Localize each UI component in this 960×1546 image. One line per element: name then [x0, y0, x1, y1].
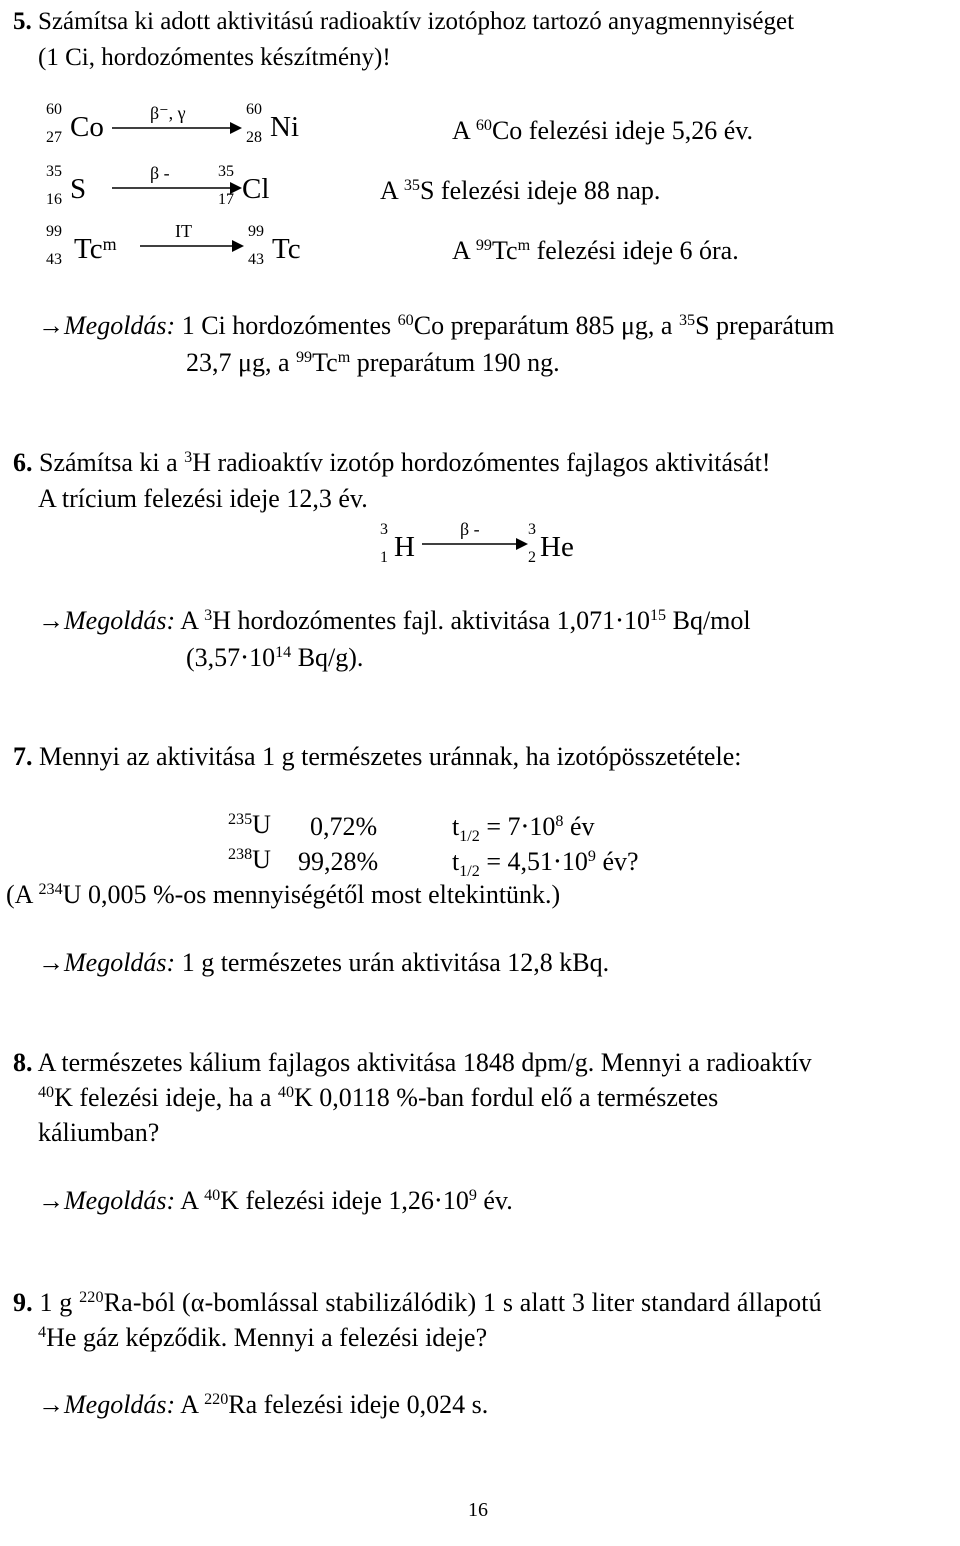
isotope-pct-235: 0,72%	[310, 812, 378, 841]
solution-7: →Megoldás: 1 g természetes urán aktivitása 12,8 kBq.	[38, 948, 610, 977]
problem-8-line-3: káliumban?	[38, 1118, 160, 1147]
solution-label: Megoldás:	[64, 1186, 176, 1215]
solution-5-line-1: →Megoldás: 1 Ci hordozómentes $^{60}$Co preparátum 885 μg, a $^{35}$S preparátum	[38, 311, 835, 340]
problem-5-text-1: Számítsa ki adott aktivitású radioaktív izotóphoz tartozó anyagmennyiséget	[38, 8, 795, 35]
problem-9-line-2: $^4$He gáz képződik. Mennyi a felezési ideje?	[38, 1323, 488, 1352]
solution-5-line-2: 23,7 μg, a $^{99}$Tc$^m$ preparátum 190 ng.	[186, 348, 560, 377]
arrow-icon: →	[38, 1390, 64, 1419]
page-number: 16	[468, 1499, 488, 1521]
solution-6-line-1: →Megoldás: A $^3$H hordozómentes fajl. aktivitása $1,071\cdot 10^{15}$ Bq/mol	[38, 606, 751, 635]
decay-arrow-3	[140, 239, 244, 253]
problem-7-note: (A $^{234}$U 0,005 %-os mennyiségétől most eltekintünk.)	[6, 880, 561, 909]
problem-7-number: 7.	[13, 742, 33, 771]
decay-arrow-1	[112, 121, 242, 135]
solution-label: Megoldás:	[64, 606, 176, 635]
isotope-halflife-238: $t_{1/2} = 4,51\cdot 10^9$ év?	[452, 847, 639, 880]
solution-9: →Megoldás: A $^{220}$Ra felezési ideje 0,024 s.	[38, 1390, 489, 1419]
decay-arrow-h	[422, 537, 528, 551]
arrow-icon: →	[38, 948, 64, 977]
isotope-row-238: $^{238}$U	[228, 845, 271, 874]
decay-label-2: β -	[150, 163, 170, 183]
arrow-icon: →	[38, 1186, 64, 1215]
arrow-icon: →	[38, 606, 64, 635]
half-life-note-s: A $^{35}$S felezési ideje 88 nap.	[380, 176, 661, 205]
problem-5-number: 5.	[13, 8, 32, 35]
problem-5-line-2	[38, 45, 391, 70]
problem-5-text-2: (1 Ci, hordozómentes készítmény)!	[38, 44, 391, 71]
decay-label-3: IT	[175, 221, 192, 241]
problem-8-line-2: $^{40}$K felezési ideje, ha a $^{40}$K 0,0118 %-ban fordul elő a természetes	[38, 1083, 719, 1112]
solution-8: →Megoldás: A $^{40}$K felezési ideje $1,26\cdot 10^9$ év.	[38, 1186, 513, 1215]
problem-8-line-1: 8. A természetes kálium fajlagos aktivitása 1848 dpm/g. Mennyi a radioaktív	[13, 1048, 812, 1077]
isotope-halflife-235: $t_{1/2} = 7\cdot 10^8$ év	[452, 812, 595, 845]
isotope-pct-238: 99,28%	[298, 847, 379, 876]
decay-label-1: β⁻, γ	[150, 103, 186, 123]
problem-7-line-1: 7. Mennyi az aktivitása 1 g természetes uránnak, ha izotópösszetétele:	[13, 742, 742, 771]
solution-label: Megoldás:	[64, 311, 176, 340]
isotope-row-235: $^{235}$U	[228, 810, 271, 839]
problem-6-number: 6.	[13, 448, 33, 477]
solution-label: Megoldás:	[64, 948, 176, 977]
decay-label-h: β -	[460, 519, 480, 539]
arrow-icon: →	[38, 311, 64, 340]
half-life-note-co: A $^{60}$Co felezési ideje 5,26 év.	[452, 116, 754, 145]
half-life-note-tc: A $^{99}$Tc$^m$ felezési ideje 6 óra.	[452, 236, 739, 265]
problem-9-line-1: 9. 1 g $^{220}$Ra-ból (α-bomlással stabilizálódik) 1 s alatt 3 liter standard állapotú	[13, 1288, 822, 1317]
problem-6-line-1: 6. Számítsa ki a $^3$H radioaktív izotóp hordozómentes fajlagos aktivitását!	[13, 448, 771, 477]
problem-6-line-2: A trícium felezési ideje 12,3 év.	[38, 484, 368, 513]
problem-9-number: 9.	[13, 1288, 33, 1317]
problem-5-line-1	[13, 9, 794, 34]
solution-6-line-2: ($3,57\cdot 10^{14}$ Bq/g).	[186, 643, 364, 672]
solution-label: Megoldás:	[64, 1390, 176, 1419]
problem-8-number: 8.	[13, 1048, 33, 1077]
